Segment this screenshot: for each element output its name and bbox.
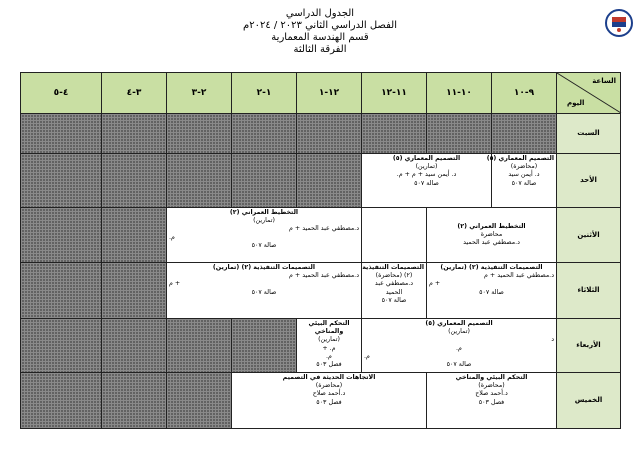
year-level-line: الفرقة الثالثة [293,44,347,55]
session-cell [486,154,557,208]
session-cell [362,154,492,208]
empty-slot [232,154,297,208]
time-slot-header: ١١-١٢ [362,73,427,114]
session-cell [167,208,362,263]
session-cell [427,373,557,429]
session-type: (محاضرة) [315,382,343,390]
session-type: محاضرة [480,230,503,238]
time-slot-header: ٤-٥ [21,73,102,114]
hour-label: الساعة [592,77,616,85]
empty-slot [232,114,297,154]
session-cell [232,373,427,429]
empty-slot [21,208,102,263]
time-slot-header: ١٠-١١ [427,73,492,114]
university-logo-icon [604,8,634,38]
empty-slot [21,263,102,319]
instructor: د.مصطفي عبد الحميد + م [289,272,359,280]
assistant: م. [169,233,175,241]
session-cell [167,263,362,319]
assistant: م. + [322,344,336,352]
empty-slot [21,373,102,429]
schedule-table [20,72,621,429]
instructor: د.مصطفي عبد الحميد + م [484,272,554,280]
empty-slot [102,114,167,154]
room: صالة ٥٠٧ [446,361,472,369]
room: صالة ٥٠٧ [381,296,407,304]
room: صالة ٥٠٧ [479,288,504,296]
department-line: قسم الهندسة المعمارية [271,32,369,43]
assistant: م. [456,344,462,352]
instructor: الحميد [385,288,403,296]
instructor: د.مصطفي عبد [374,280,414,288]
day-label-thursday: الخميس [557,373,621,429]
empty-slot [167,154,232,208]
day-row-tuesday [21,263,621,319]
day-label: اليوم [567,98,585,107]
session-type: (٢) (محاضرة) [375,272,413,280]
session-type: (تمارين) [318,336,340,344]
instructor: د.أحمد صلاح [475,390,508,398]
course-title: التصميم المعماري (٥) [486,155,554,162]
empty-slot [362,114,427,154]
session-type: (محاضرة) [478,382,505,390]
empty-slot [297,114,362,154]
session-cell [362,319,557,373]
day-row-monday [21,208,621,263]
empty-slot [167,319,232,373]
instructor: د.أحمد صلاح [312,390,346,398]
session-cell [362,263,427,319]
course-title: والمناخي [314,328,344,336]
room: صالة ٥٠٧ [414,179,439,187]
time-header-row [21,73,621,114]
day-label-wednesday: الأربعاء [557,319,621,373]
session-cell [427,263,557,319]
instructor: د [551,336,554,344]
schedule-header [190,8,450,56]
day-row-sunday [21,154,621,208]
day-label-monday: الأثنين [557,208,621,263]
day-row-wednesday [21,319,621,373]
course-title: التصميمات التنفيذية [362,264,424,271]
session-type: (تمارين) [253,217,275,225]
empty-slot [102,319,167,373]
time-slot-header: ٣-٤ [102,73,167,114]
room: صالة ٥٠٧ [511,179,537,187]
empty-slot [21,154,102,208]
course-title: التخطيط العمراني (٢) [457,222,526,230]
instructor: د. أيمن سيد [508,171,540,179]
empty-slot [21,114,102,154]
day-label-tuesday: الثلاثاء [557,263,621,319]
schedule-title: الجدول الدراسي [285,8,355,19]
course-title: التحكم البيئي والمناخي [455,374,528,381]
session-cell [297,319,362,373]
corner-header-cell [557,73,621,114]
instructor: د.مصطفي عبد الحميد + م [289,225,359,233]
instructor: د.مصطفي عبد الحميد [463,239,520,247]
empty-slot [167,114,232,154]
empty-slot [102,208,167,263]
day-label-saturday: السبت [557,114,621,154]
course-title: التصميمات التنفيذية (٢) (تمارين) [440,264,543,271]
empty-slot [21,319,102,373]
empty-slot [102,263,167,319]
session-type: (تمارين) [415,163,438,171]
instructor: د. أيمن سيد + م + م. [396,171,457,179]
assistant: م. [326,352,332,360]
room: صالة ٥٠٧ [251,241,277,249]
semester-line: الفصل الدراسي الثاني ٢٠٢٣ / ٢٠٢٤م [243,20,397,31]
room: فصل ٥٠٣ [316,361,342,369]
time-slot-header: ٢-٣ [167,73,232,114]
room: صالة ٥٠٧ [251,288,277,296]
day-row-thursday [21,373,621,429]
empty-slot [427,114,492,154]
day-row-saturday [21,114,621,154]
course-title: التخطيط العمراني (٢) [229,209,299,216]
course-title: التصميمات التنفيذية (٢) (تمارين) [212,264,316,271]
day-label-sunday: الأحد [557,154,621,208]
course-title: التحكم البيئي [308,320,350,327]
assistant: + م [169,280,181,288]
assistant: م. [364,352,370,360]
assistant: + م [429,280,441,288]
room: فصل ٥٠٣ [316,398,342,406]
empty-slot [102,373,167,429]
empty-slot [232,319,297,373]
empty-slot [102,154,167,208]
course-title: الاتجاهات الحديثة في التصميم [282,374,376,381]
course-title: التصميم المعماري (٥) [392,155,461,162]
empty-slot [362,208,427,263]
time-slot-header: ١-٢ [232,73,297,114]
empty-slot [297,154,362,208]
time-slot-header: ٩-١٠ [492,73,557,114]
room: فصل ٥٠٣ [478,398,505,406]
session-type: (تمارين) [448,328,470,336]
empty-slot [492,114,557,154]
course-title: التصميم المعماري (٥) [425,320,493,327]
time-slot-header: ١٢-١ [297,73,362,114]
session-cell [427,208,557,263]
empty-slot [167,373,232,429]
session-type: (محاضرة) [510,163,538,171]
